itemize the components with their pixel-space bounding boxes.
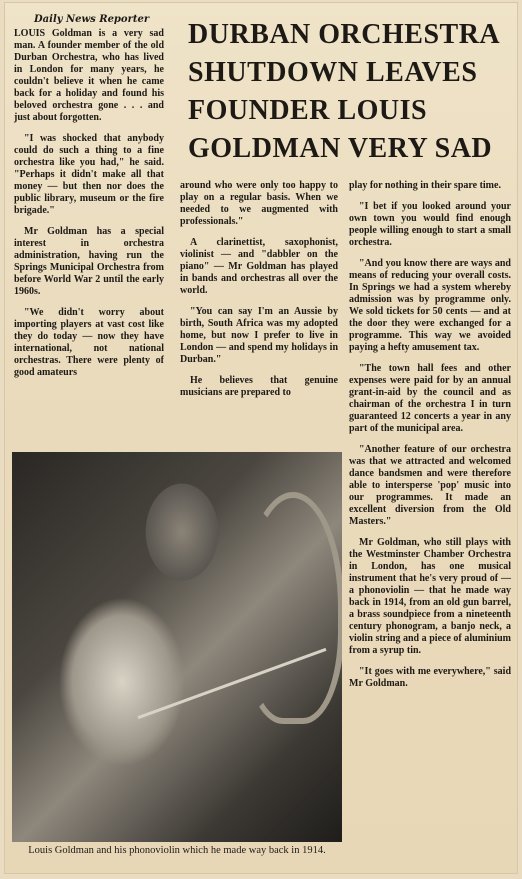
paragraph: Mr Goldman has a special interest in orchestra administration, having run the Springs Municipal Orchestra from before World War 2 until the early 1960s. <box>14 226 164 297</box>
column-3 <box>349 180 511 699</box>
paragraph: "We didn't worry about importing players at vast cost like they do today — now they have international, not national orchestras. There were plenty of good amateurs <box>14 307 164 378</box>
paragraph: around who were only too happy to play on a regular basis. When we needed to we augmented with professionals." <box>180 180 338 227</box>
paragraph: "You can say I'm an Aussie by birth, South Africa was my adopted home, but now I prefer to live in London — and spend my holidays in Durban." <box>180 306 338 365</box>
paragraph: Mr Goldman, who still plays with the Westminster Chamber Orchestra in London, has one musical instrument that he's very proud of — a phonoviolin — that he made way back in 1914, from an old gun barrel, a brass soundpiece from a nineteenth century phonogram, a banjo neck, a violin string and a piece of aluminium from a syrup tin. <box>349 537 511 656</box>
paragraph: He believes that genuine musicians are prepared to <box>180 375 338 398</box>
paragraph: "Another feature of our orchestra was that we attracted and welcomed dance bandsmen and were therefore able to intersperse 'pop' music into our programmes. It made an excellent diversion from the Old Masters." <box>349 444 511 527</box>
paragraph: A clarinettist, saxophonist, violinist — and "dabbler on the piano" — Mr Goldman has played in bands and orchestras all over the world. <box>180 237 338 296</box>
headline: DURBAN ORCHESTRA SHUTDOWN LEAVES FOUNDER LOUIS GOLDMAN VERY SAD <box>188 19 499 164</box>
byline: Daily News Reporter <box>34 14 150 25</box>
paragraph: "It goes with me everywhere," said Mr Goldman. <box>349 666 511 689</box>
paragraph: "I was shocked that anybody could do such a thing to a fine orchestra like you had," he said. "Perhaps it didn't make all that money — but then nor does the public library, museum or the fire brigade." <box>14 133 164 216</box>
paragraph: LOUIS Goldman is a very sad man. A founder member of the old Durban Orchestra, who has lived in London for many years, he couldn't believe it when he came back for a holiday and found his beloved orchestra gone . . . and just about forgotten. <box>14 28 164 123</box>
newspaper-clipping <box>4 2 518 874</box>
paragraph: play for nothing in their spare time. <box>349 180 501 191</box>
photo-louis-goldman <box>12 452 342 842</box>
column-1 <box>14 28 164 388</box>
paragraph: "And you know there are ways and means of reducing your overall costs. In Springs we had a system whereby admission was by programme only. We sold tickets for 50 cents — and at the door they were exchanged for a programme. This way we avoided paying a hefty amusement tax. <box>349 258 511 353</box>
paragraph: "I bet if you looked around your own town you would find enough people willing enough to start a small orchestra. <box>349 201 511 248</box>
paragraph: "The town hall fees and other expenses were paid for by an annual grant-in-aid by the council and as chairman of the orchestra I in turn guaranteed 12 concerts a year in any part of the municipal area. <box>349 363 511 434</box>
column-2 <box>180 180 338 408</box>
photo-caption: Louis Goldman and his phonoviolin which he made way back in 1914. <box>28 845 326 856</box>
phonoviolin-horn-shape <box>242 492 342 724</box>
